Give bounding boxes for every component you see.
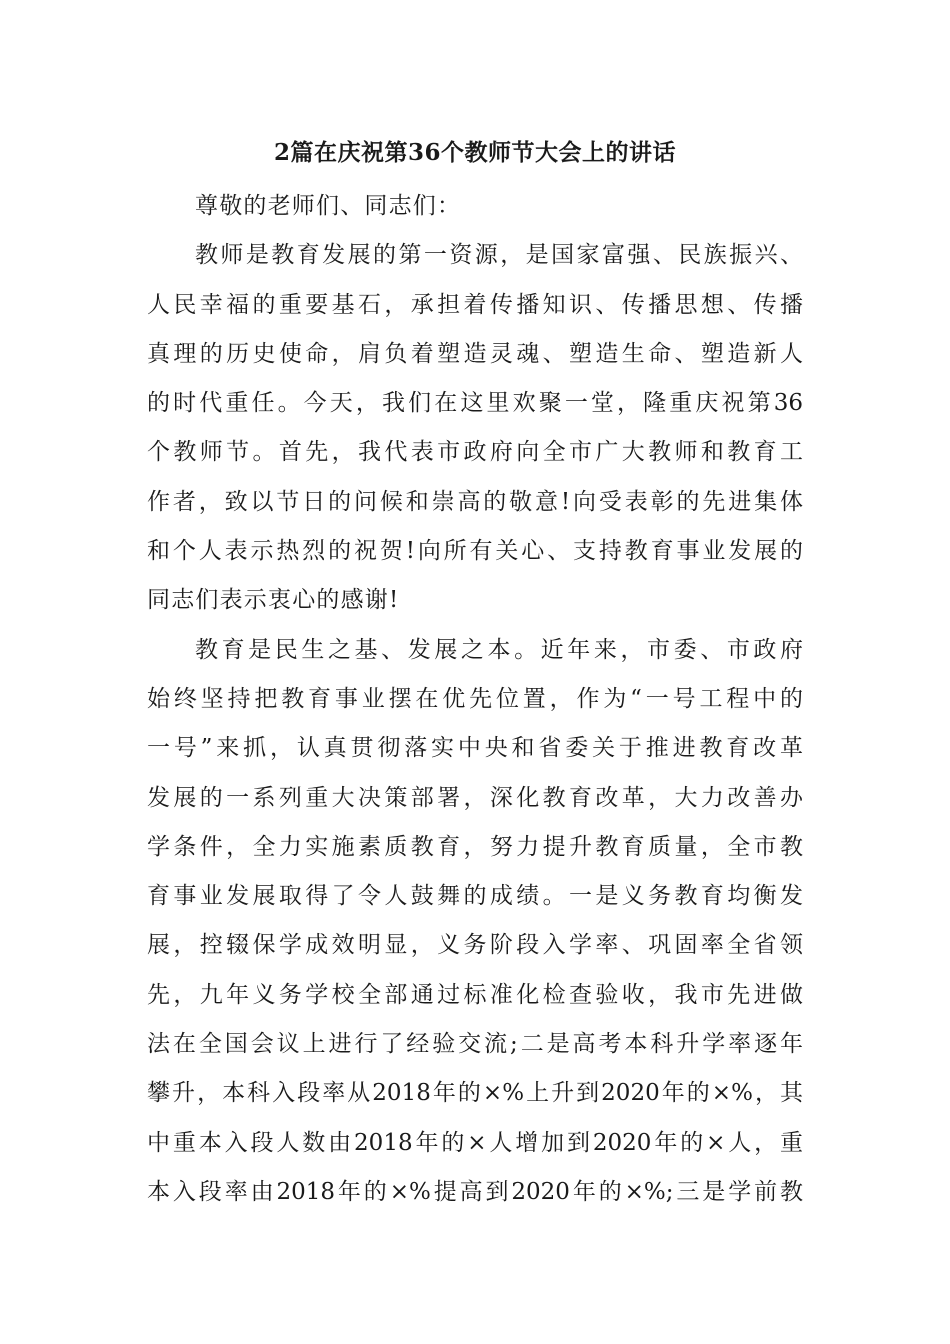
salutation: 尊敬的老师们、同志们：	[195, 193, 462, 219]
text-line: 发展的一系列重大决策部署，深化教育改革，大力改善办	[147, 784, 803, 811]
text-line: 个教师节。首先，我代表市政府向全市广大教师和教育工	[147, 439, 803, 466]
text-line: 一号”来抓，认真贯彻落实中央和省委关于推进教育改革	[147, 735, 803, 762]
text-line: 的时代重任。今天，我们在这里欢聚一堂，隆重庆祝第36	[147, 390, 803, 417]
text-line: 教师是教育发展的第一资源，是国家富强、民族振兴、	[195, 242, 803, 269]
text-line: 先，九年义务学校全部通过标准化检查验收，我市先进做	[147, 981, 803, 1008]
text-line: 和个人表示热烈的祝贺!向所有关心、支持教育事业发展的	[147, 538, 803, 565]
text-line: 育事业发展取得了令人鼓舞的成绩。一是义务教育均衡发	[147, 883, 803, 910]
text-line: 学条件，全力实施素质教育，努力提升教育质量，全市教	[147, 833, 803, 860]
text-line: 作者，致以节日的问候和崇高的敬意!向受表彰的先进集体	[147, 488, 803, 515]
text-line: 教育是民生之基、发展之本。近年来，市委、市政府	[195, 636, 803, 663]
text-line: 真理的历史使命，肩负着塑造灵魂、塑造生命、塑造新人	[147, 340, 803, 367]
document-title: 2篇在庆祝第36个教师节大会上的讲话	[273, 139, 676, 166]
text-line: 始终坚持把教育事业摆在优先位置，作为“一号工程中的	[147, 685, 803, 712]
paragraph-lines	[147, 231, 803, 1217]
text-line: 中重本入段人数由2018年的×人增加到2020年的×人，重	[147, 1129, 803, 1156]
text-line: 同志们表示衷心的感谢!	[147, 587, 400, 614]
text-line: 本入段率由2018年的×%提高到2020年的×%;三是学前教	[147, 1178, 803, 1205]
text-line: 人民幸福的重要基石，承担着传播知识、传播思想、传播	[147, 291, 803, 318]
text-line: 攀升，本科入段率从2018年的×%上升到2020年的×%，其	[147, 1080, 803, 1107]
text-line: 展，控辍保学成效明显，义务阶段入学率、巩固率全省领	[147, 932, 803, 959]
document-body	[147, 182, 803, 1217]
text-line: 法在全国会议上进行了经验交流;二是高考本科升学率逐年	[147, 1031, 803, 1058]
